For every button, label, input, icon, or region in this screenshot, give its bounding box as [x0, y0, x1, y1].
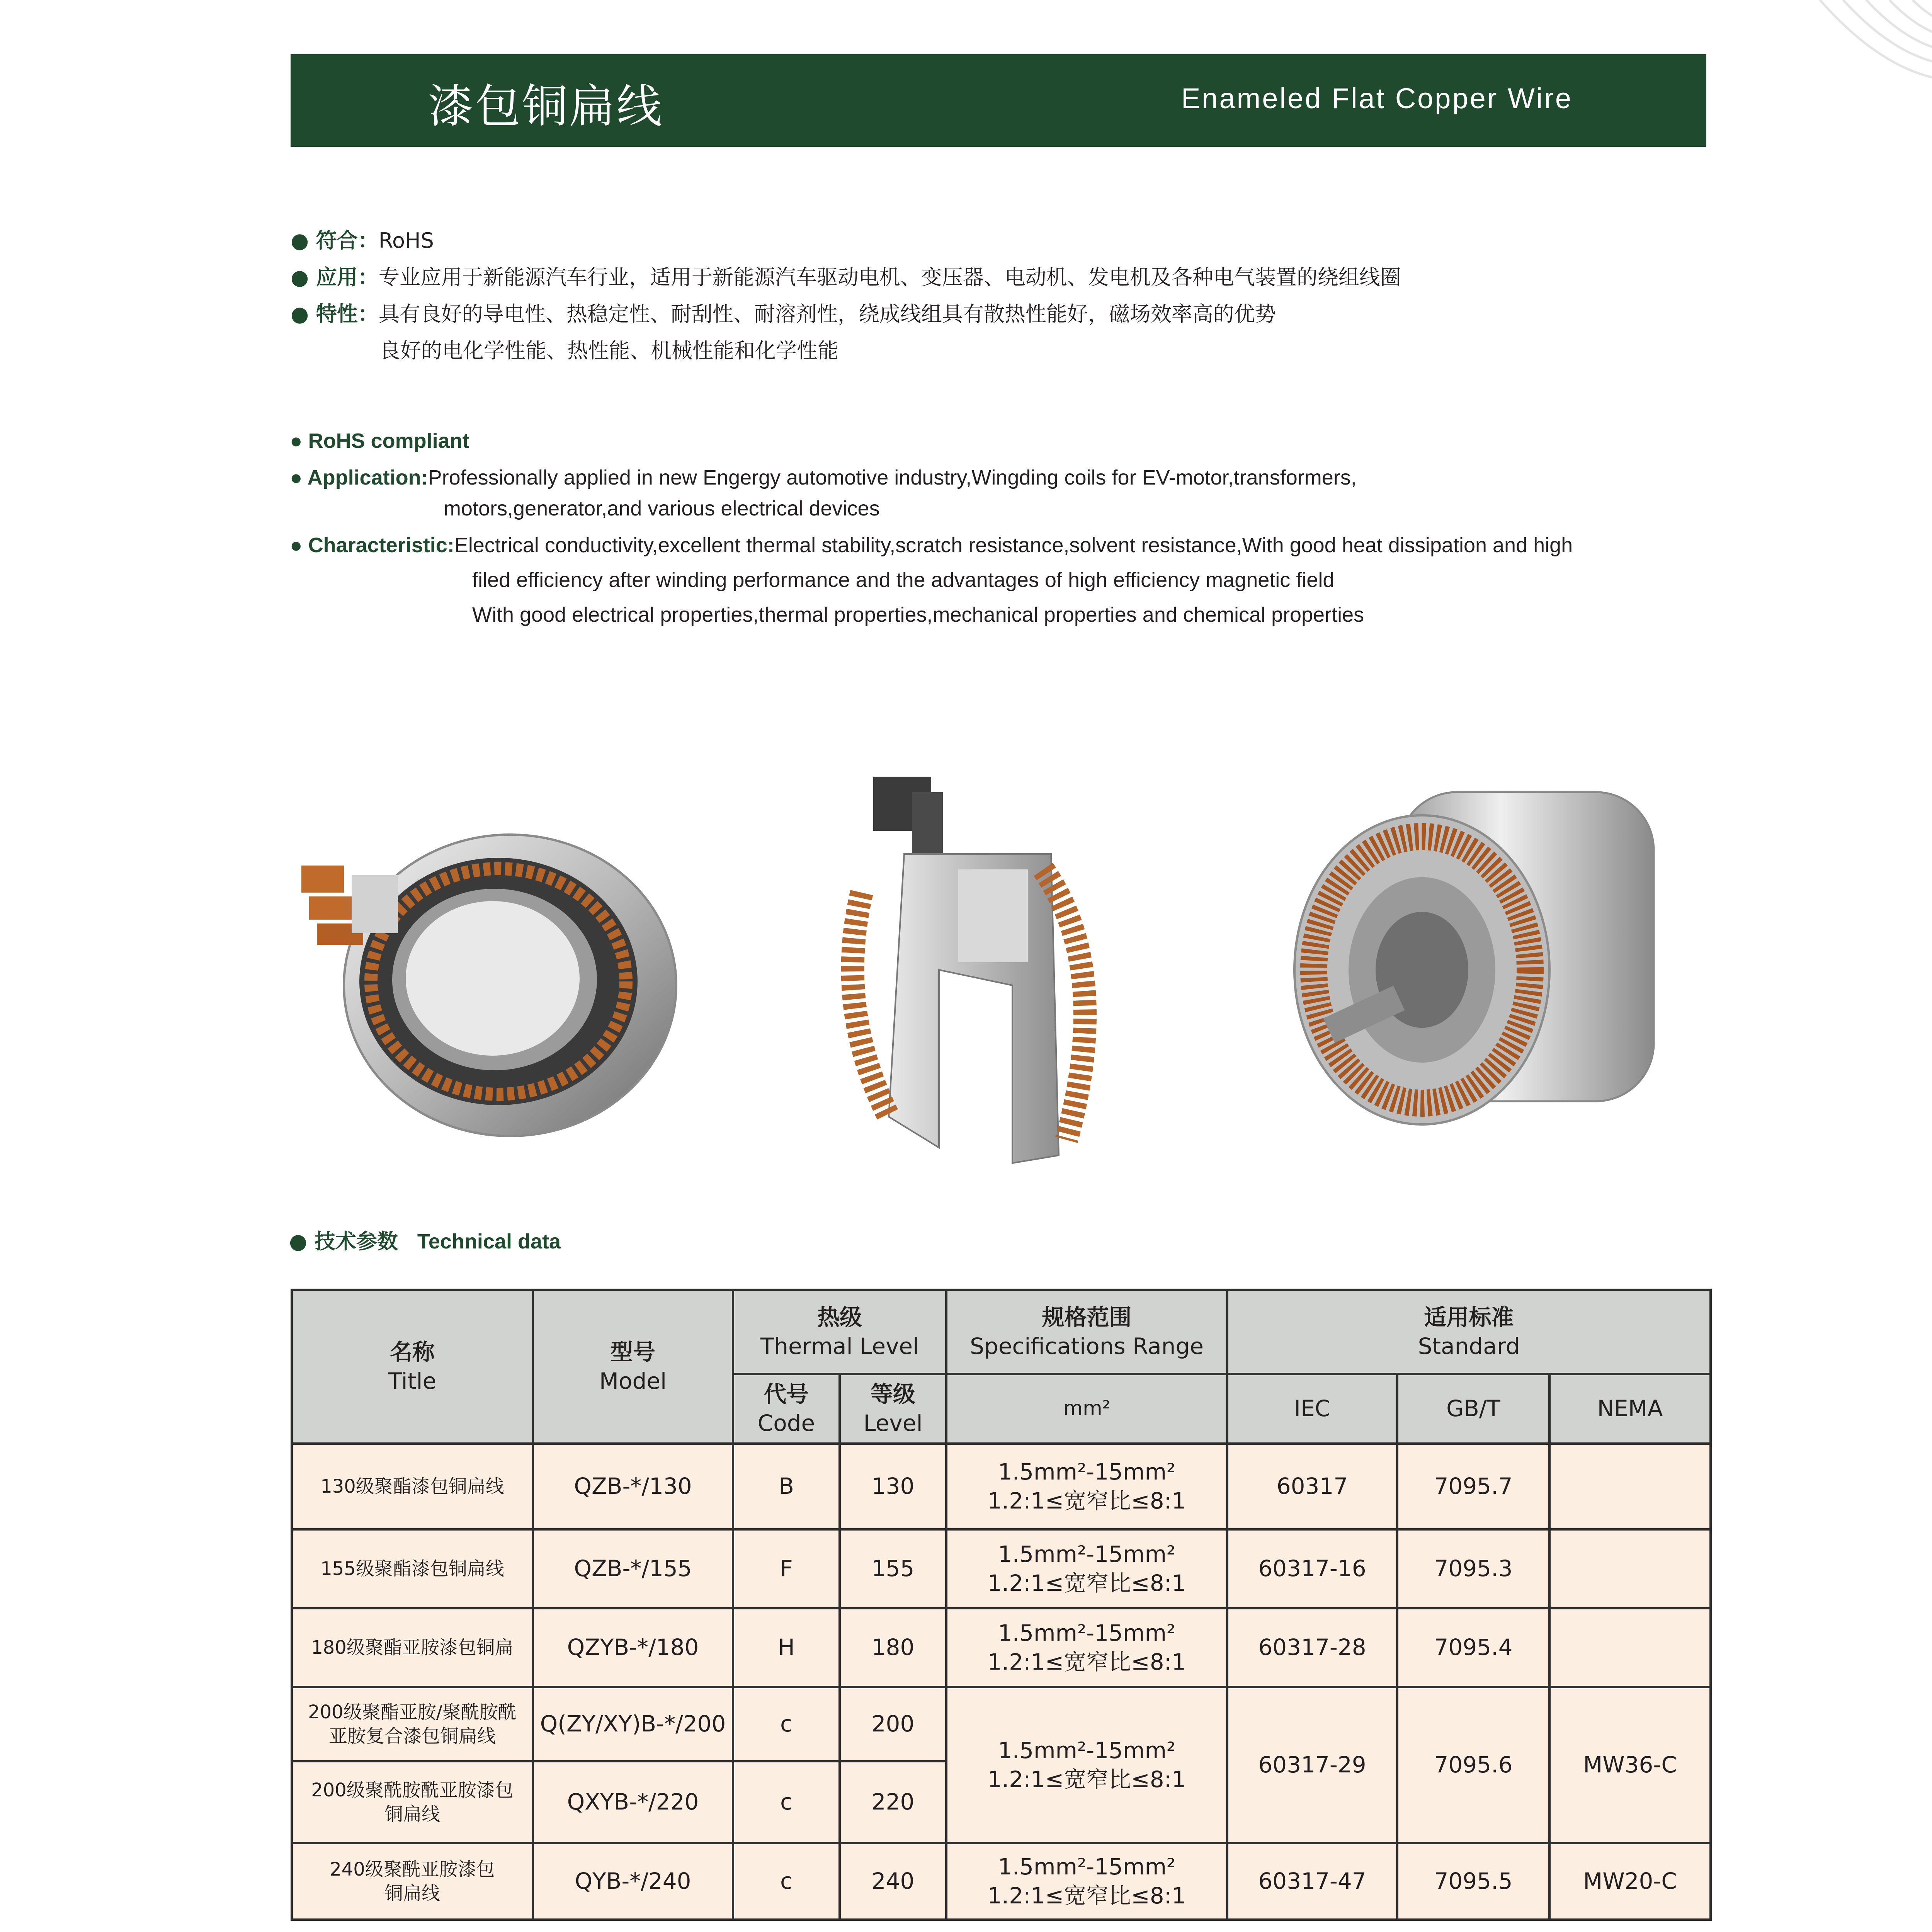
technical-heading-en: Technical data: [417, 1230, 561, 1253]
cell-model: QYB-*/240: [533, 1843, 733, 1920]
cell-level: 130: [840, 1444, 946, 1529]
cell-model: QXYB-*/220: [533, 1761, 733, 1843]
cell-code: c: [733, 1761, 840, 1843]
cell-level: 220: [840, 1761, 946, 1843]
bullet-icon: ●: [290, 429, 308, 452]
en-characteristic-text-1: Electrical conductivity,excellent thermal stability,scratch resistance,solvent resistance,With good heat dissipation and high: [454, 534, 1573, 557]
header-model: 型号 Model: [533, 1290, 733, 1444]
en-compliance-line: [290, 429, 469, 453]
cn-feature-line: [291, 298, 1276, 327]
cn-application-line: [291, 261, 1401, 291]
en-application-text-2: motors,generator,and various electrical devices: [444, 497, 880, 520]
cell-iec: 60317-28: [1227, 1608, 1397, 1687]
cn-feature-label: 特性：: [316, 302, 379, 326]
en-compliance: RoHS compliant: [308, 429, 469, 452]
bullet-icon: ●: [289, 1229, 315, 1253]
bullet-icon: ●: [290, 534, 308, 557]
header-spec-range: 规格范围 Specifications Range: [946, 1290, 1227, 1374]
cell-spec: 1.5mm²-15mm² 1.2:1≤宽窄比≤8:1: [946, 1843, 1227, 1920]
header-nema: NEMA: [1549, 1374, 1711, 1444]
cell-nema: MW36-C: [1549, 1687, 1711, 1843]
cell-spec: 1.5mm²-15mm² 1.2:1≤宽窄比≤8:1: [946, 1529, 1227, 1608]
decorative-emblem: [1808, 0, 1932, 85]
en-application-label: Application:: [307, 466, 428, 489]
cell-spec: 1.5mm²-15mm² 1.2:1≤宽窄比≤8:1: [946, 1444, 1227, 1529]
stator-section-photo: [811, 769, 1140, 1186]
title-banner: [291, 54, 1706, 147]
cell-nema: MW20-C: [1549, 1843, 1711, 1920]
cn-application-label: 应用：: [316, 265, 379, 289]
cell-level: 240: [840, 1843, 946, 1920]
bullet-icon: ●: [291, 228, 316, 253]
header-code: 代号 Code: [733, 1374, 840, 1444]
cell-spec: 1.5mm²-15mm² 1.2:1≤宽窄比≤8:1: [946, 1608, 1227, 1687]
bullet-icon: ●: [291, 302, 316, 326]
table-row: [292, 1843, 1711, 1920]
table-row: [292, 1608, 1711, 1687]
cell-model: Q(ZY/XY)B-*/200: [533, 1687, 733, 1761]
technical-heading-cn: 技术参数: [314, 1229, 398, 1253]
cell-code: c: [733, 1687, 840, 1761]
cn-compliance-label: 符合：: [316, 228, 379, 253]
cell-code: c: [733, 1843, 840, 1920]
cell-title: 200级聚酯亚胺/聚酰胺酰 亚胺复合漆包铜扁线: [292, 1687, 533, 1761]
en-application-line: [290, 466, 1357, 490]
technical-data-heading: [289, 1225, 561, 1255]
en-application-text-1: Professionally applied in new Engergy automotive industry,Wingding coils for EV-motor,transformers,: [428, 466, 1357, 489]
page-title-en: Enameled Flat Copper Wire: [1181, 82, 1573, 114]
page-title-cn: 漆包铜扁线: [428, 80, 664, 133]
cell-gbt: 7095.3: [1397, 1529, 1549, 1608]
cell-title: 155级聚酯漆包铜扁线: [292, 1529, 533, 1608]
cell-iec: 60317: [1227, 1444, 1397, 1529]
en-characteristic-text-2: filed efficiency after winding performance and the advantages of high efficiency magnetic field: [472, 568, 1335, 592]
cell-model: QZYB-*/180: [533, 1608, 733, 1687]
cell-spec: 1.5mm²-15mm² 1.2:1≤宽窄比≤8:1: [946, 1687, 1227, 1843]
stator-ring-photo: [294, 792, 699, 1159]
cell-nema: [1549, 1529, 1711, 1608]
table-row: [292, 1529, 1711, 1608]
cell-code: B: [733, 1444, 840, 1529]
cell-iec: 60317-16: [1227, 1529, 1397, 1608]
en-characteristic-label: Characteristic:: [308, 534, 454, 557]
cell-title: 180级聚酯亚胺漆包铜扁: [292, 1608, 533, 1687]
cell-level: 200: [840, 1687, 946, 1761]
ev-motor-photo: [1267, 769, 1700, 1175]
cell-model: QZB-*/155: [533, 1529, 733, 1608]
header-iec: IEC: [1227, 1374, 1397, 1444]
cell-level: 155: [840, 1529, 946, 1608]
en-characteristic-line: [290, 533, 1573, 557]
cell-code: F: [733, 1529, 840, 1608]
table-row: [292, 1444, 1711, 1529]
cell-nema: [1549, 1444, 1711, 1529]
cell-iec: 60317-29: [1227, 1687, 1397, 1843]
header-standard: 适用标准 Standard: [1227, 1290, 1711, 1374]
header-gbt: GB/T: [1397, 1374, 1549, 1444]
cell-level: 180: [840, 1608, 946, 1687]
header-thermal-level: 热级 Thermal Level: [733, 1290, 946, 1374]
cn-compliance-value: RoHS: [378, 228, 434, 253]
table-row: [292, 1687, 1711, 1761]
cell-title: 200级聚酰胺酰亚胺漆包 铜扁线: [292, 1761, 533, 1843]
cell-gbt: 7095.5: [1397, 1843, 1549, 1920]
cell-gbt: 7095.4: [1397, 1608, 1549, 1687]
cell-model: QZB-*/130: [533, 1444, 733, 1529]
cell-gbt: 7095.6: [1397, 1687, 1549, 1843]
cell-title: 240级聚酰亚胺漆包 铜扁线: [292, 1843, 533, 1920]
spec-table: [291, 1289, 1712, 1921]
cell-iec: 60317-47: [1227, 1843, 1397, 1920]
header-unit: mm²: [946, 1374, 1227, 1444]
cell-nema: [1549, 1608, 1711, 1687]
header-title: 名称 Title: [292, 1290, 533, 1444]
cn-application-value: 专业应用于新能源汽车行业，适用于新能源汽车驱动电机、变压器、电动机、发电机及各种电气装置的绕组线圈: [378, 265, 1401, 289]
cell-gbt: 7095.7: [1397, 1444, 1549, 1529]
cell-title: 130级聚酯漆包铜扁线: [292, 1444, 533, 1529]
en-characteristic-text-3: With good electrical properties,thermal properties,mechanical properties and chemical properties: [472, 603, 1364, 626]
bullet-icon: ●: [291, 265, 316, 289]
cn-feature-text-1: 具有良好的导电性、热稳定性、耐刮性、耐溶剂性，绕成线组具有散热性能好，磁场效率高的优势: [378, 302, 1276, 326]
cn-compliance-line: [291, 224, 434, 254]
header-level: 等级 Level: [840, 1374, 946, 1444]
cn-feature-text-2: 良好的电化学性能、热性能、机械性能和化学性能: [379, 338, 838, 363]
cell-code: H: [733, 1608, 840, 1687]
bullet-icon: ●: [290, 466, 308, 489]
